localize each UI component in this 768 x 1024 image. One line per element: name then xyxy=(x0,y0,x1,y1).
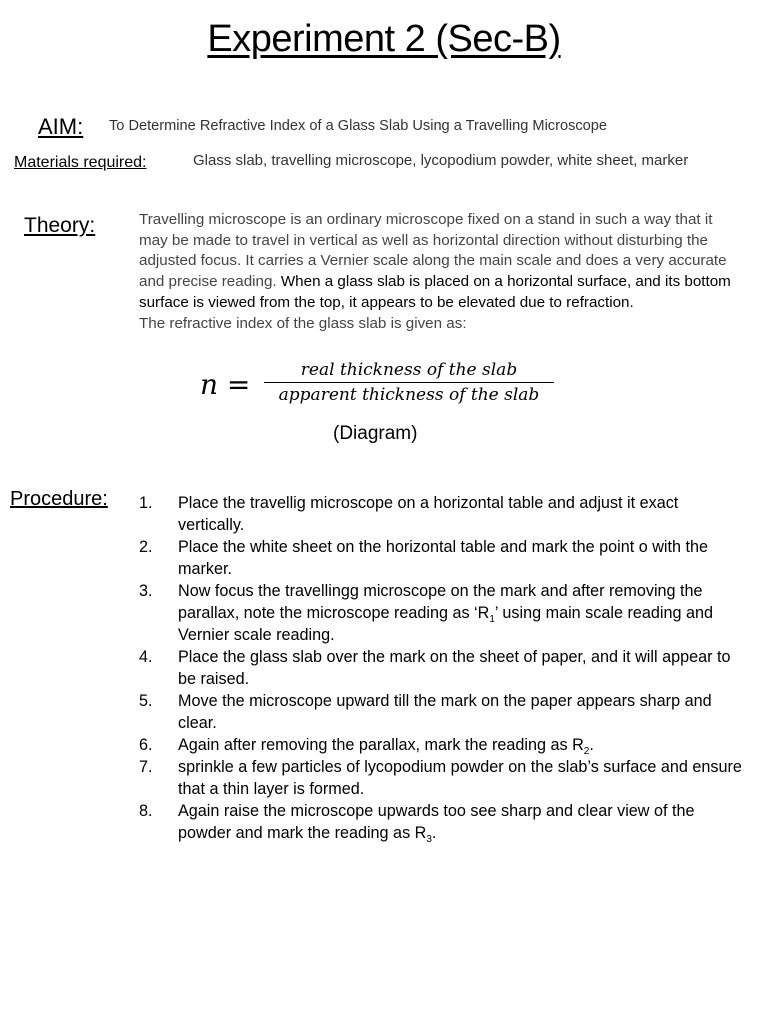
procedure-step xyxy=(139,690,749,734)
step-text-after: . xyxy=(589,736,594,754)
procedure-step xyxy=(139,536,749,580)
step-number: 8. xyxy=(139,802,153,820)
theory-label: Theory: xyxy=(24,214,96,237)
page-title: Experiment 2 (Sec-B) xyxy=(207,18,561,60)
step-text: Now focus the travellingg microscope on the mark and after removing the parallax, note the microscope reading as ‘R xyxy=(178,582,703,622)
step-number: 6. xyxy=(139,736,153,754)
procedure-step xyxy=(139,756,749,800)
formula-numerator: real thickness of the slab xyxy=(264,360,554,383)
formula-intro: The refractive index of the glass slab is given as: xyxy=(139,314,467,332)
step-text-after: ’ using main scale reading and Vernier scale reading. xyxy=(178,604,713,644)
theory-text xyxy=(139,210,739,334)
step-text: Again after removing the parallax, mark the reading as R xyxy=(178,736,584,754)
step-text: Place the glass slab over the mark on the sheet of paper, and it will appear to be raised. xyxy=(178,648,731,688)
formula-fraction xyxy=(264,360,554,405)
formula-denominator: apparent thickness of the slab xyxy=(278,385,540,405)
step-text: Move the microscope upward till the mark on the paper appears sharp and clear. xyxy=(178,692,712,732)
step-text-after: . xyxy=(431,824,437,842)
theory-paragraph-grey: Travelling microscope is an ordinary microscope fixed on a stand in such a way that it may be made to travel in vertical as well as horizontal direction without disturbing the adjusted focus. It carries a Vernier scale along the main scale and does a very accurate and precise reading. xyxy=(139,211,727,291)
step-number: 1. xyxy=(139,494,153,512)
aim-text: To Determine Refractive Index of a Glass Slab Using a Travelling Microscope xyxy=(109,118,608,134)
procedure-label: Procedure: xyxy=(10,488,108,510)
materials-text: Glass slab, travelling microscope, lycopodium powder, white sheet, marker xyxy=(193,152,689,169)
procedure-step xyxy=(139,580,749,646)
step-text: Place the white sheet on the horizontal table and mark the point o with the marker. xyxy=(178,538,709,578)
diagram-placeholder-label: (Diagram) xyxy=(333,423,418,444)
aim-label: AIM: xyxy=(38,114,84,139)
theory-paragraph-black: When a glass slab is placed on a horizontal surface, and its bottom surface is viewed from the top, it appears to be elevated due to refraction. xyxy=(139,273,731,311)
procedure-step xyxy=(139,734,749,756)
step-number: 3. xyxy=(139,582,153,600)
step-text: Again raise the microscope upwards too see sharp and clear view of the powder and mark the reading as R xyxy=(178,802,695,842)
refractive-index-formula xyxy=(200,358,560,414)
step-number: 2. xyxy=(139,538,153,556)
procedure-step xyxy=(139,492,749,536)
formula-lhs: n = xyxy=(200,368,251,401)
step-text: Place the travellig microscope on a horizontal table and adjust it exact vertically. xyxy=(178,494,679,534)
step-number: 4. xyxy=(139,648,153,666)
step-subscript: 1 xyxy=(489,614,495,626)
procedure-step xyxy=(139,800,749,844)
step-subscript: 3 xyxy=(426,834,432,846)
step-number: 5. xyxy=(139,692,153,710)
procedure-step xyxy=(139,646,749,690)
procedure-steps xyxy=(139,492,749,844)
step-subscript: 2 xyxy=(583,746,590,758)
materials-label: Materials required: xyxy=(14,154,147,171)
step-text: sprinkle a few particles of lycopodium powder on the slab’s surface and ensure that a thin layer is formed. xyxy=(178,758,742,798)
step-number: 7. xyxy=(139,758,153,776)
